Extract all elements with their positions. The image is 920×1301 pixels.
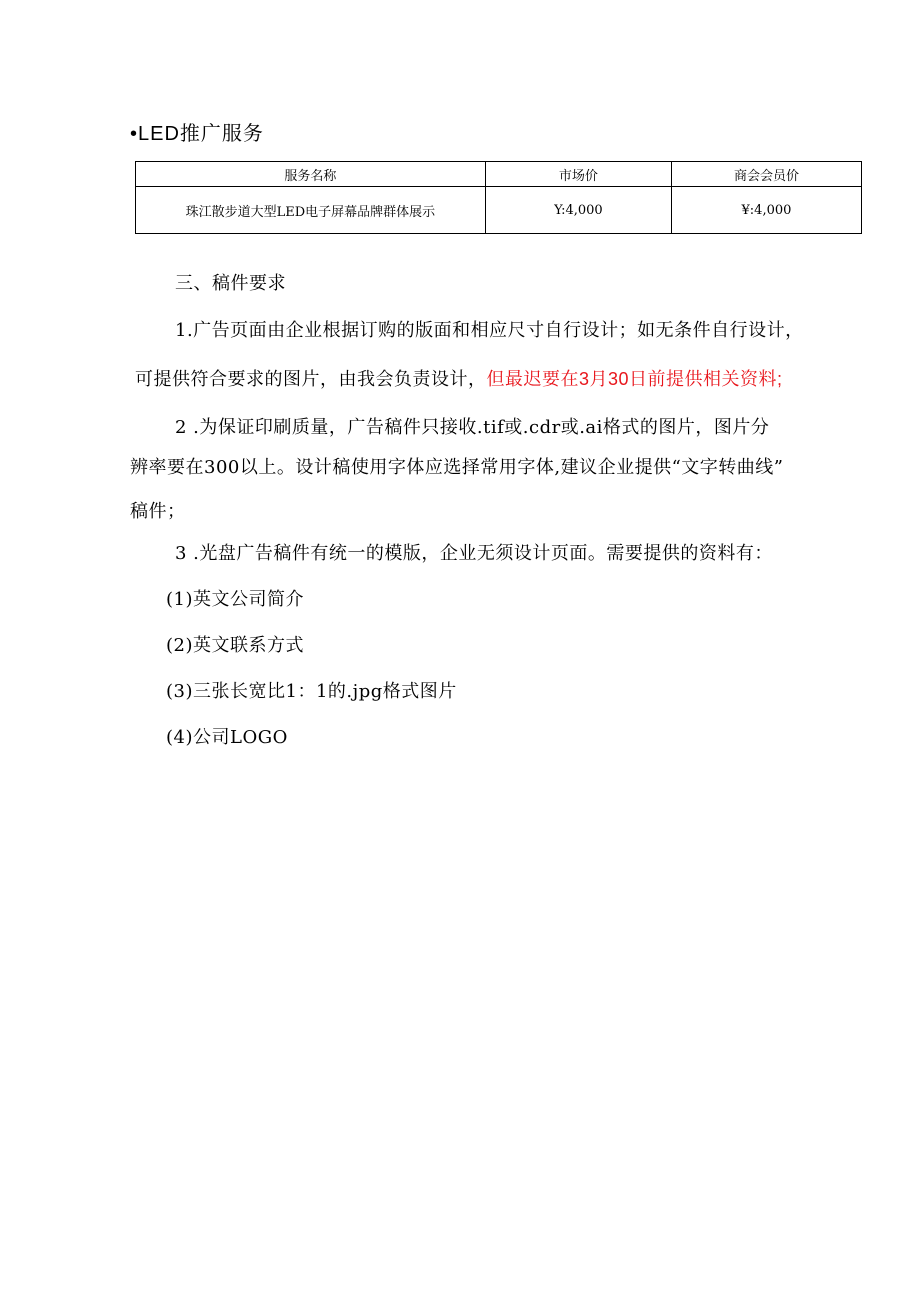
- section-heading: •LED推广服务: [130, 123, 264, 145]
- item1-line1: 1.广告页面由企业根据订购的版面和相应尺寸自行设计；如无条件自行设计，: [175, 320, 804, 341]
- requirements-title: 三、稿件要求: [175, 273, 286, 294]
- table-header-row: [136, 162, 862, 187]
- item3-line1: 3 .光盘广告稿件有统一的模版，企业无须设计页面。需要提供的资料有：: [175, 543, 773, 564]
- deadline-highlight: 但最迟要在3月30日前提供相关资料;: [486, 369, 783, 389]
- item1-line2-text: 可提供符合要求的图片，由我会负责设计，: [135, 369, 487, 390]
- header-member-price: 商会会员价: [671, 162, 861, 187]
- item1-line2: [135, 356, 880, 403]
- item2-line1: 2 .为保证印刷质量，广告稿件只接收.tif或.cdr或.ai格式的图片，图片分: [175, 417, 770, 438]
- table-row: [136, 187, 862, 234]
- header-service-name: 服务名称: [136, 162, 486, 187]
- cell-service-name: 珠江散步道大型LED电子屏幕品牌群体展示: [136, 187, 486, 234]
- sub-item-2: (2)英文联系方式: [166, 635, 304, 656]
- sub-item-1: (1)英文公司简介: [166, 589, 304, 610]
- header-market-price: 市场价: [485, 162, 671, 187]
- item2-line2: 辨率要在300以上。设计稿使用字体应选择常用字体,建议企业提供“文字转曲线”: [130, 457, 784, 478]
- cell-member-price: ¥:4,000: [671, 187, 861, 234]
- item2-line3: 稿件；: [130, 501, 186, 522]
- sub-item-4: (4)公司LOGO: [166, 727, 288, 748]
- pricing-table: [135, 161, 862, 234]
- cell-market-price: Y:4,000: [485, 187, 671, 234]
- sub-item-3: (3)三张长宽比1：1的.jpg格式图片: [166, 681, 457, 702]
